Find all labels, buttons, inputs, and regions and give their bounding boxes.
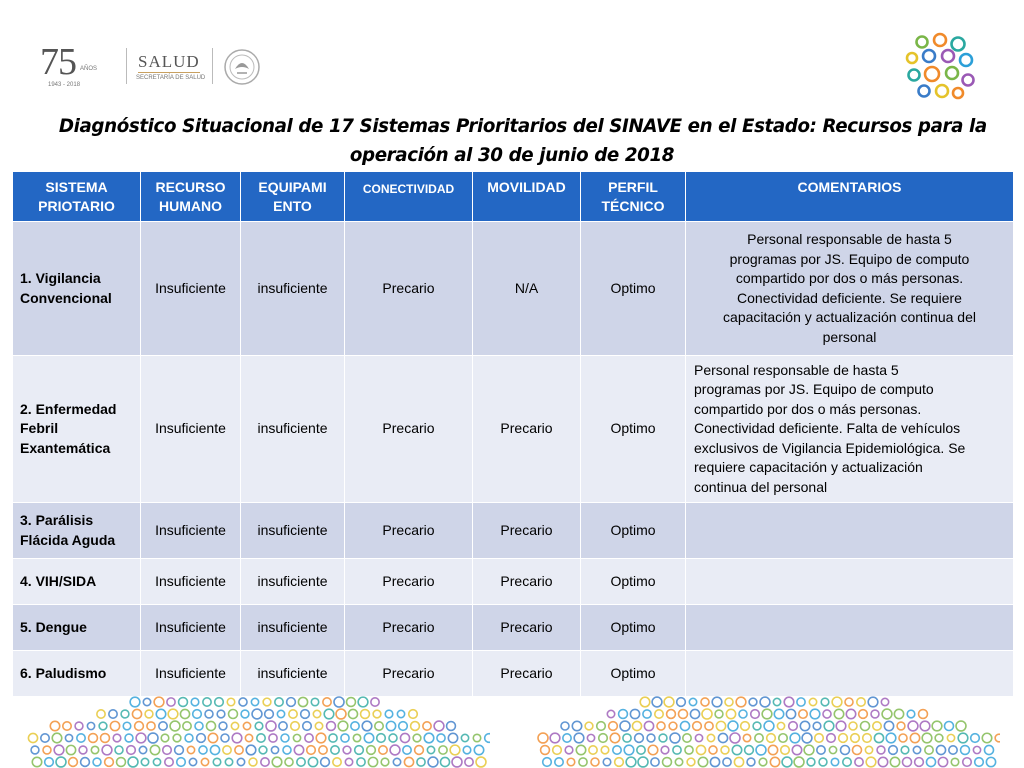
table-row [13,503,1014,559]
cell-conectividad: Precario [345,356,473,503]
cell-equipamiento: insuficiente [241,503,345,559]
header-conectividad: CONECTIVIDAD [345,172,473,222]
header-recurso: RECURSO HUMANO [141,172,241,222]
anniversary-number: 75 [40,41,76,83]
table-row [13,605,1014,651]
cell-perfil: Optimo [581,503,686,559]
cell-sistema: 6. Paludismo [13,651,141,697]
cell-perfil: Optimo [581,559,686,605]
agency-name: SALUD [138,52,200,71]
cell-comentarios [686,559,1014,605]
cell-perfil: Optimo [581,356,686,503]
cell-recurso: Insuficiente [141,605,241,651]
cell-sistema: 5. Dengue [13,605,141,651]
cell-movilidad: Precario [473,356,581,503]
anniversary-word: AÑOS [80,66,98,72]
decorative-rings-left-icon [20,694,490,768]
page-title [58,112,987,170]
header-equipamiento: EQUIPAMI ENTO [241,172,345,222]
cell-comentarios: Personal responsable de hasta 5 programas por JS. Equipo de computo compartido por dos o más personas. Conectividad deficiente. Falta de vehículos exclusivos de Vigilancia Epidemiológica. Se requiere capacitación y actualización continua del personal [686,356,1014,503]
resources-table [12,171,1014,697]
cell-comentarios [686,651,1014,697]
cell-sistema: 3. Parálisis Flácida Aguda [13,503,141,559]
cell-conectividad: Precario [345,605,473,651]
cell-recurso: Insuficiente [141,559,241,605]
cell-sistema: 1. Vigilancia Convencional [13,222,141,356]
cell-movilidad: Precario [473,605,581,651]
cell-perfil: Optimo [581,222,686,356]
cell-sistema: 2. Enfermedad Febril Exantemática [13,356,141,503]
header-logo-group [40,42,240,92]
decorative-rings-logo-icon [900,28,980,108]
cell-perfil: Optimo [581,651,686,697]
cell-sistema: 4. VIH/SIDA [13,559,141,605]
cell-equipamiento: insuficiente [241,559,345,605]
cell-conectividad: Precario [345,651,473,697]
cell-recurso: Insuficiente [141,651,241,697]
cell-equipamiento: insuficiente [241,222,345,356]
cell-movilidad: N/A [473,222,581,356]
cell-recurso: Insuficiente [141,356,241,503]
title-line-2: operación al 30 de junio de 2018 [349,144,675,166]
logo-divider [126,48,127,84]
table-row [13,651,1014,697]
cell-movilidad: Precario [473,503,581,559]
national-seal-icon [222,47,262,87]
cell-movilidad: Precario [473,559,581,605]
anniversary-years: 1943 - 2018 [48,82,81,88]
cell-recurso: Insuficiente [141,222,241,356]
cell-movilidad: Precario [473,651,581,697]
cell-conectividad: Precario [345,503,473,559]
cell-recurso: Insuficiente [141,503,241,559]
table-row [13,356,1014,503]
agency-rule [138,72,200,73]
cell-equipamiento: insuficiente [241,651,345,697]
cell-conectividad: Precario [345,559,473,605]
table-row [13,559,1014,605]
cell-equipamiento: insuficiente [241,356,345,503]
cell-conectividad: Precario [345,222,473,356]
agency-subtitle: SECRETARÍA DE SALUD [136,75,206,81]
header-sistema: SISTEMA PRIOTARIO [13,172,141,222]
header-movilidad: MOVILIDAD [473,172,581,222]
table-header-row [13,172,1014,222]
logo-divider [212,48,213,84]
title-line-1: Diagnóstico Situacional de 17 Sistemas Prioritarios del SINAVE en el Estado: Recursos para la [58,115,987,137]
cell-comentarios [686,503,1014,559]
decorative-rings-right-icon [530,694,1000,768]
cell-equipamiento: insuficiente [241,605,345,651]
header-perfil: PERFIL TÉCNICO [581,172,686,222]
cell-perfil: Optimo [581,605,686,651]
table-row [13,222,1014,356]
cell-comentarios [686,605,1014,651]
header-comentarios: COMENTARIOS [686,172,1014,222]
cell-comentarios: Personal responsable de hasta 5 programas por JS. Equipo de computo compartido por dos o más personas. Conectividad deficiente. Se requiere capacitación y actualización continua del personal [686,222,1014,356]
